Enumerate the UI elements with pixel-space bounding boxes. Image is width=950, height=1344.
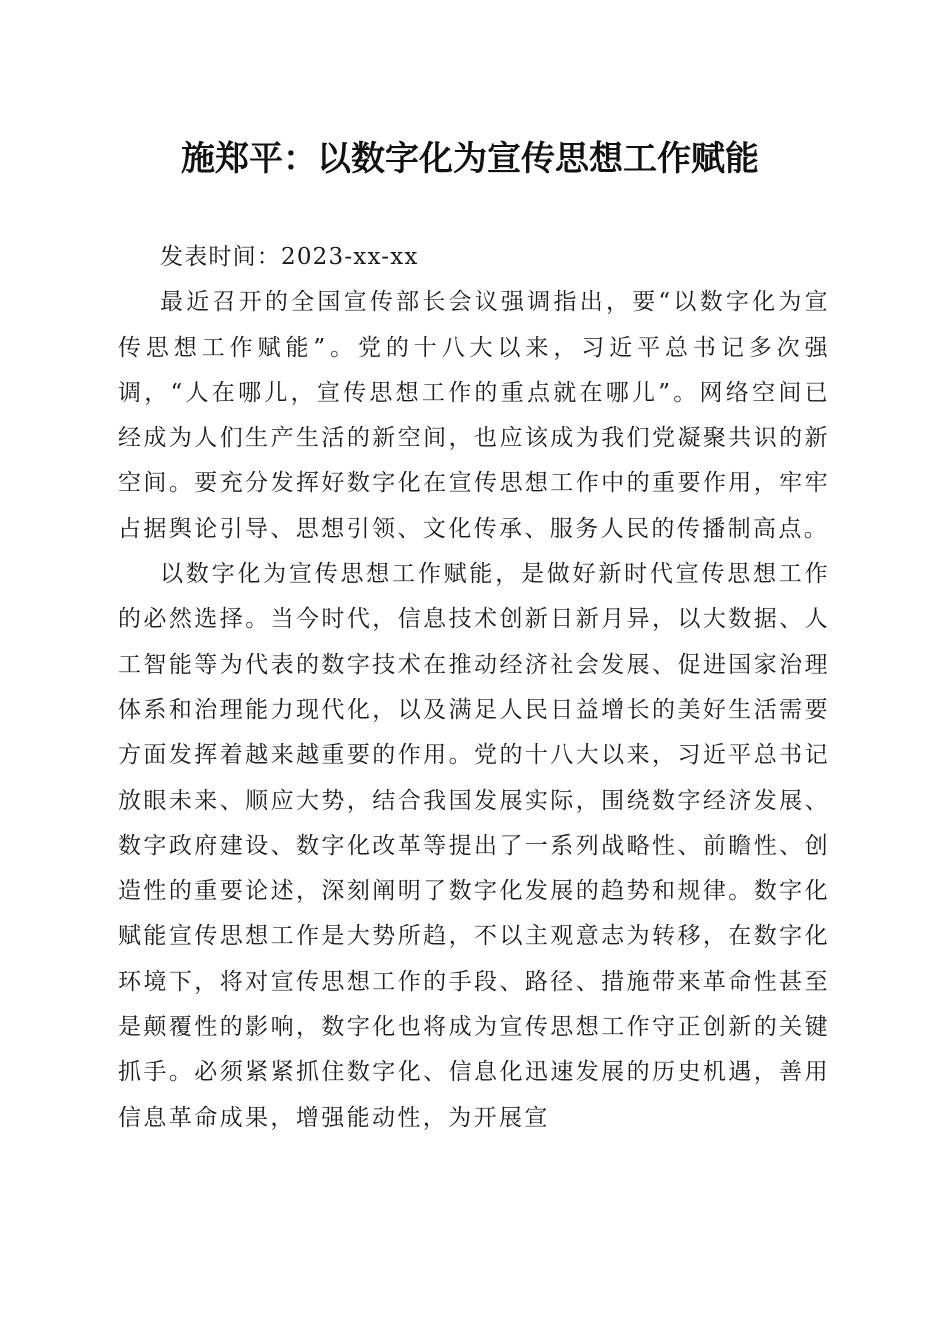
- article-body: [118, 235, 830, 1141]
- paragraph-1: 最近召开的全国宣传部长会议强调指出，要“以数字化为宣传思想工作赋能”。党的十八大以来，习近平总书记多次强调，“人在哪儿，宣传思想工作的重点就在哪儿”。网络空间已经成为人们生产生活的新空间，也应该成为我们党凝聚共识的新空间。要充分发挥好数字化在宣传思想工作中的重要作用，牢牢占据舆论引导、思想引领、文化传承、服务人民的传播制高点。: [118, 289, 830, 542]
- article-title: 施郑平：以数字化为宣传思想工作赋能: [181, 139, 759, 179]
- publish-time: 发表时间：2023-xx-xx: [160, 244, 419, 270]
- paragraph-2: 以数字化为宣传思想工作赋能，是做好新时代宣传思想工作的必然选择。当今时代，信息技术创新日新月异，以大数据、人工智能等为代表的数字技术在推动经济社会发展、促进国家治理体系和治理能力现代化，以及满足人民日益增长的美好生活需要方面发挥着越来越重要的作用。党的十八大以来，习近平总书记放眼未来、顺应大势，结合我国发展实际，围绕数字经济发展、数字政府建设、数字化改革等提出了一系列战略性、前瞻性、创造性的重要论述，深刻阐明了数字化发展的趋势和规律。数字化赋能宣传思想工作是大势所趋，不以主观意志为转移，在数字化环境下，将对宣传思想工作的手段、路径、措施带来革命性甚至是颠覆性的影响，数字化也将成为宣传思想工作守正创新的关键抓手。必须紧紧抓住数字化、信息化迅速发展的历史机遇，善用信息革命成果，增强能动性，为开展宣: [118, 561, 830, 1131]
